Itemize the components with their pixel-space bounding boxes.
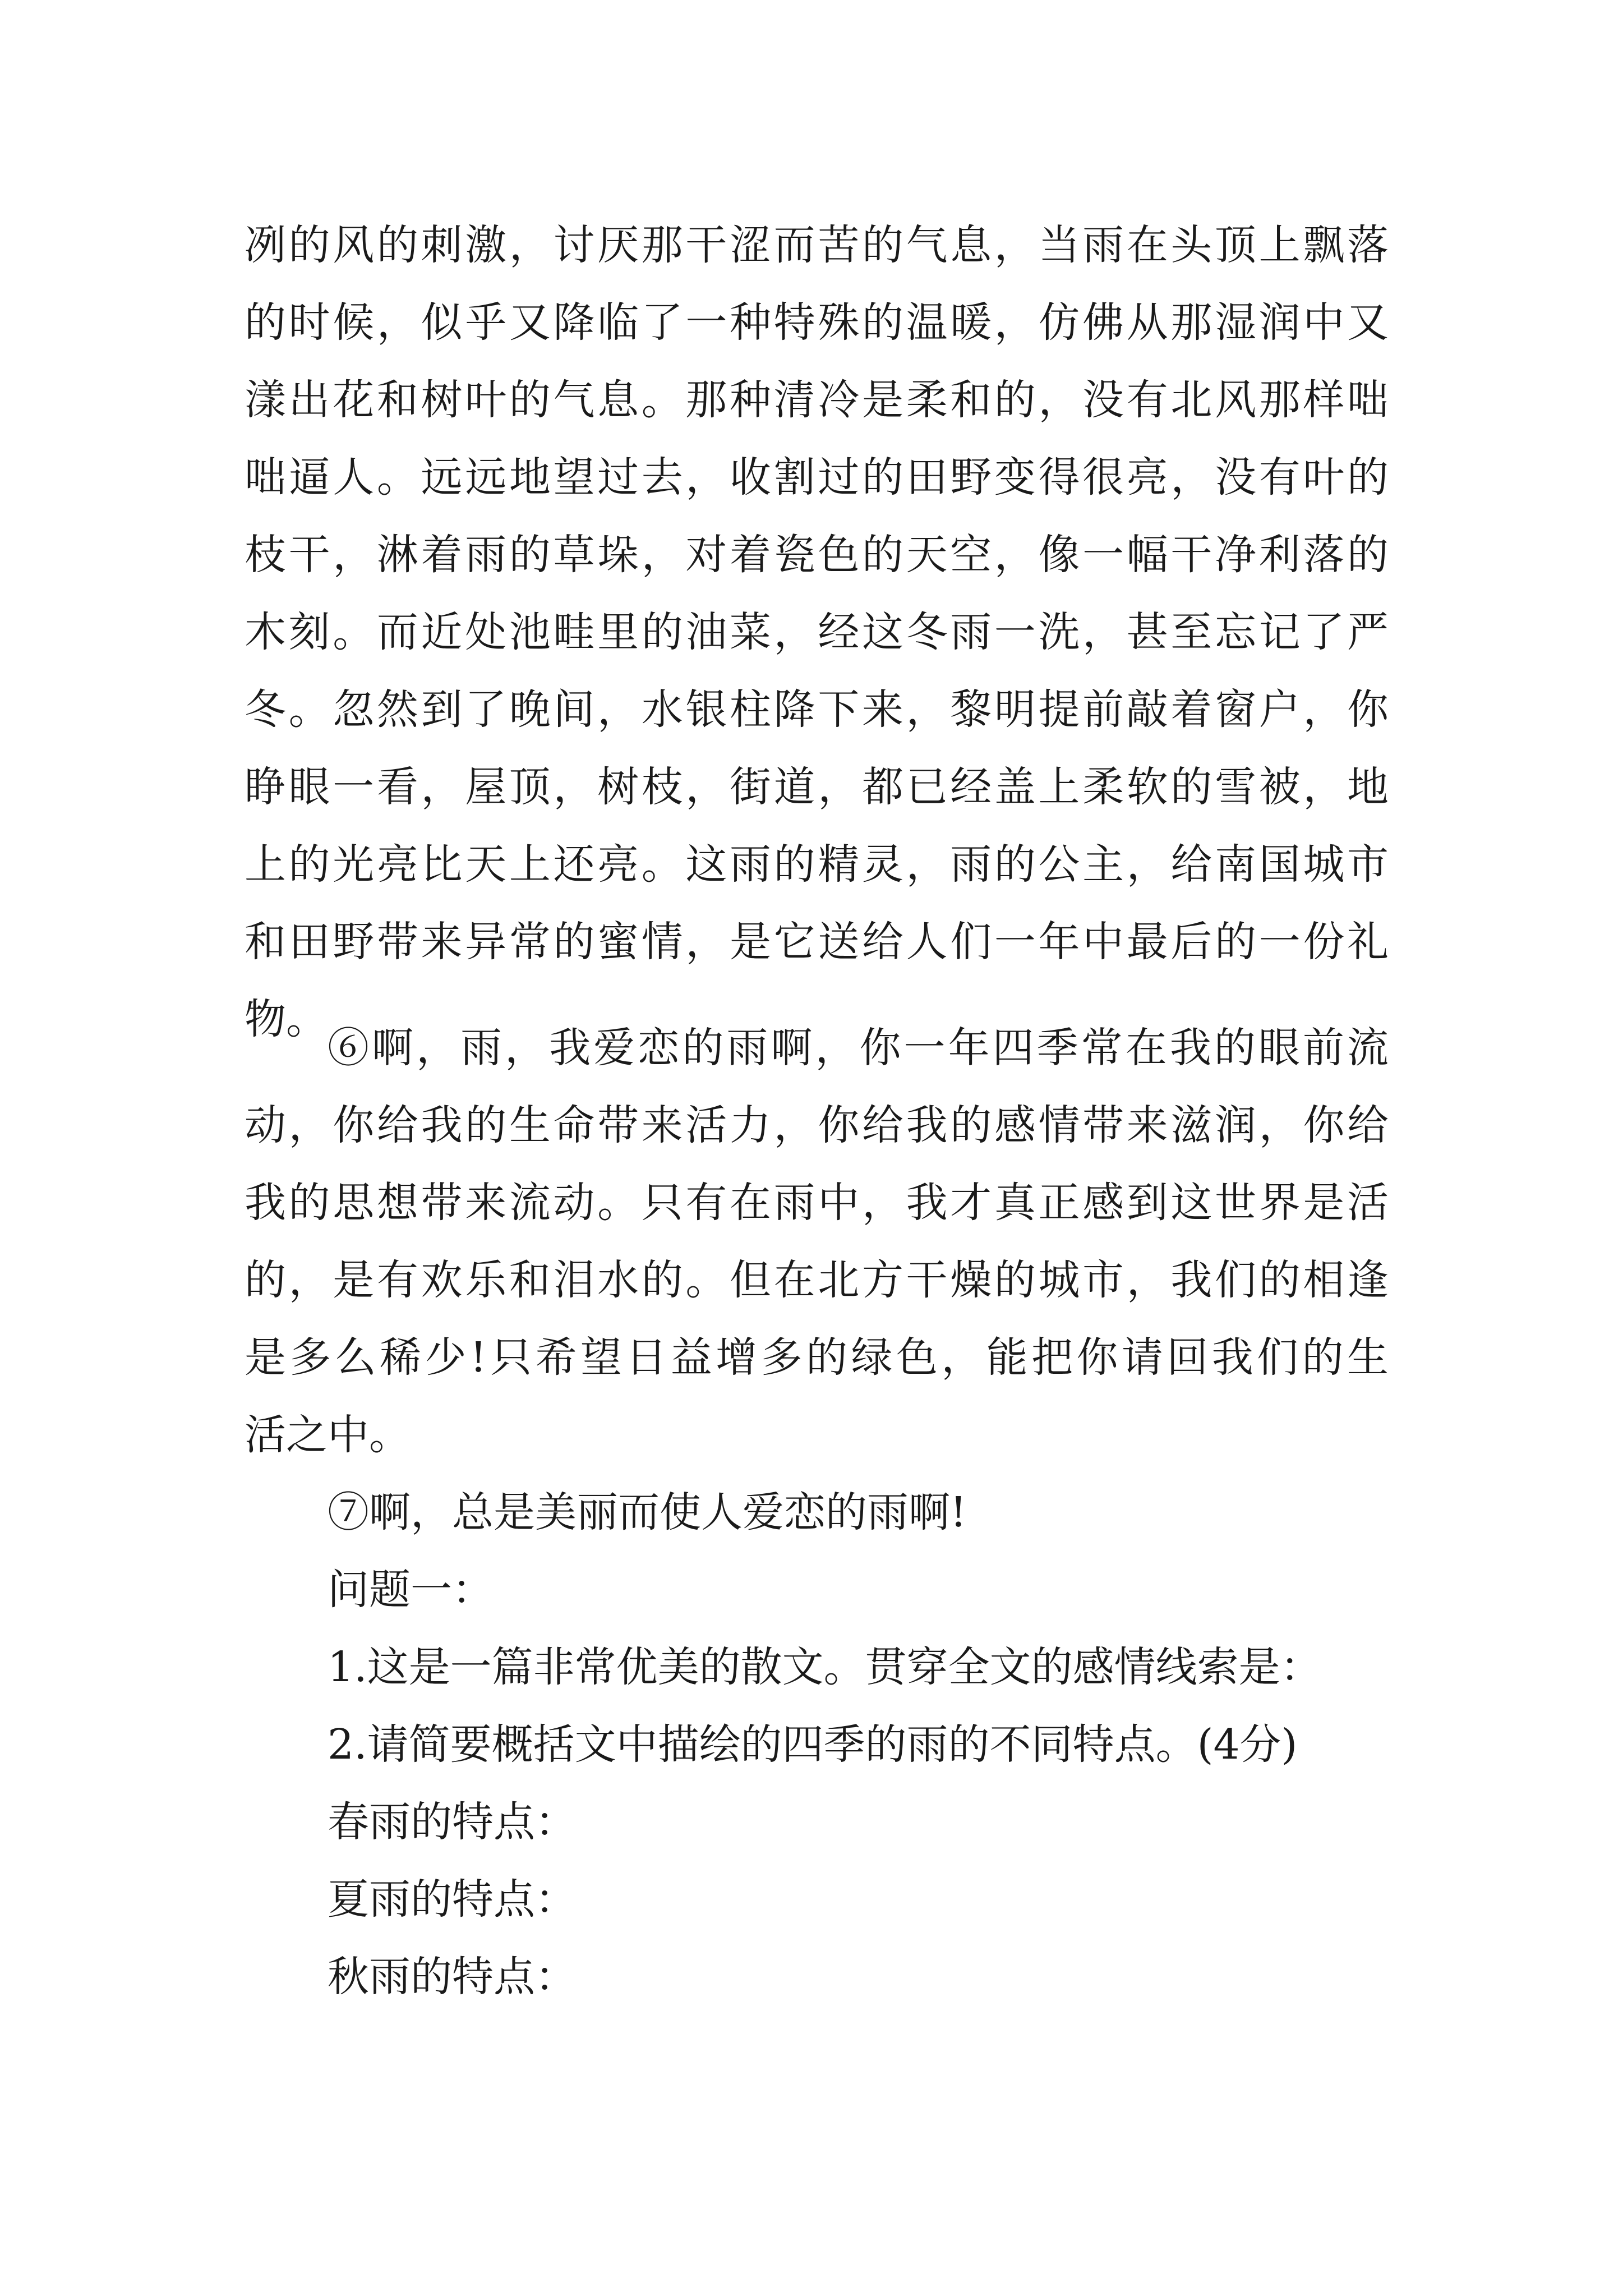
text-line: 睁眼一看，屋顶，树枝，街道，都已经盖上柔软的雪被，地 xyxy=(245,763,1389,811)
text-line: 冽的风的刺激，讨厌那干涩而苦的气息，当雨在头顶上飘落 xyxy=(245,221,1389,269)
paragraph-6 xyxy=(245,1009,1389,1474)
text-line: 和田野带来异常的蜜情，是它送给人们一年中最后的一份礼 xyxy=(245,918,1389,966)
text-line: 物。 xyxy=(245,995,328,1043)
text-line: 活之中。 xyxy=(245,1411,411,1459)
text-line: 我的思想带来流动。只有在雨中，我才真正感到这世界是活 xyxy=(245,1179,1389,1227)
question-1: 1.这是一篇非常优美的散文。贯穿全文的感情线索是： xyxy=(328,1643,1322,1691)
text-line: ⑥啊，雨，我爱恋的雨啊，你一年四季常在我的眼前流 xyxy=(328,1024,1389,1072)
text-line: 冬。忽然到了晚间，水银柱降下来，黎明提前敲着窗户，你 xyxy=(245,685,1389,734)
paragraph-7 xyxy=(245,1474,1389,1551)
spring-rain-prompt: 春雨的特点： xyxy=(328,1798,577,1846)
autumn-rain-prompt: 秋雨的特点： xyxy=(328,1953,577,2001)
text-line: 咄逼人。远远地望过去，收割过的田野变得很亮，没有叶的 xyxy=(245,453,1389,501)
questions-section xyxy=(245,1551,1389,2016)
text-line: 的，是有欢乐和泪水的。但在北方干燥的城市，我们的相逢 xyxy=(245,1256,1389,1304)
text-line: 枝干，淋着雨的草垛，对着瓷色的天空，像一幅干净利落的 xyxy=(245,531,1389,579)
question-2: 2.请简要概括文中描绘的四季的雨的不同特点。(4分) xyxy=(328,1720,1298,1769)
text-line: 上的光亮比天上还亮。这雨的精灵，雨的公主，给南国城市 xyxy=(245,840,1389,889)
continued-paragraph xyxy=(245,206,1389,1058)
text-line: 木刻。而近处池畦里的油菜，经这冬雨一洗，甚至忘记了严 xyxy=(245,608,1389,656)
text-line: 是多么稀少!只希望日益增多的绿色，能把你请回我们的生 xyxy=(245,1333,1389,1382)
text-line: 漾出花和树叶的气息。那种清冷是柔和的，没有北风那样咄 xyxy=(245,376,1389,424)
questions-heading: 问题一： xyxy=(328,1566,494,1614)
text-line: ⑦啊，总是美丽而使人爱恋的雨啊! xyxy=(328,1488,967,1536)
summer-rain-prompt: 夏雨的特点： xyxy=(328,1875,577,1924)
text-line: 的时候，似乎又降临了一种特殊的温暖，仿佛从那湿润中又 xyxy=(245,298,1389,347)
text-line: 动，你给我的生命带来活力，你给我的感情带来滋润，你给 xyxy=(245,1101,1389,1149)
